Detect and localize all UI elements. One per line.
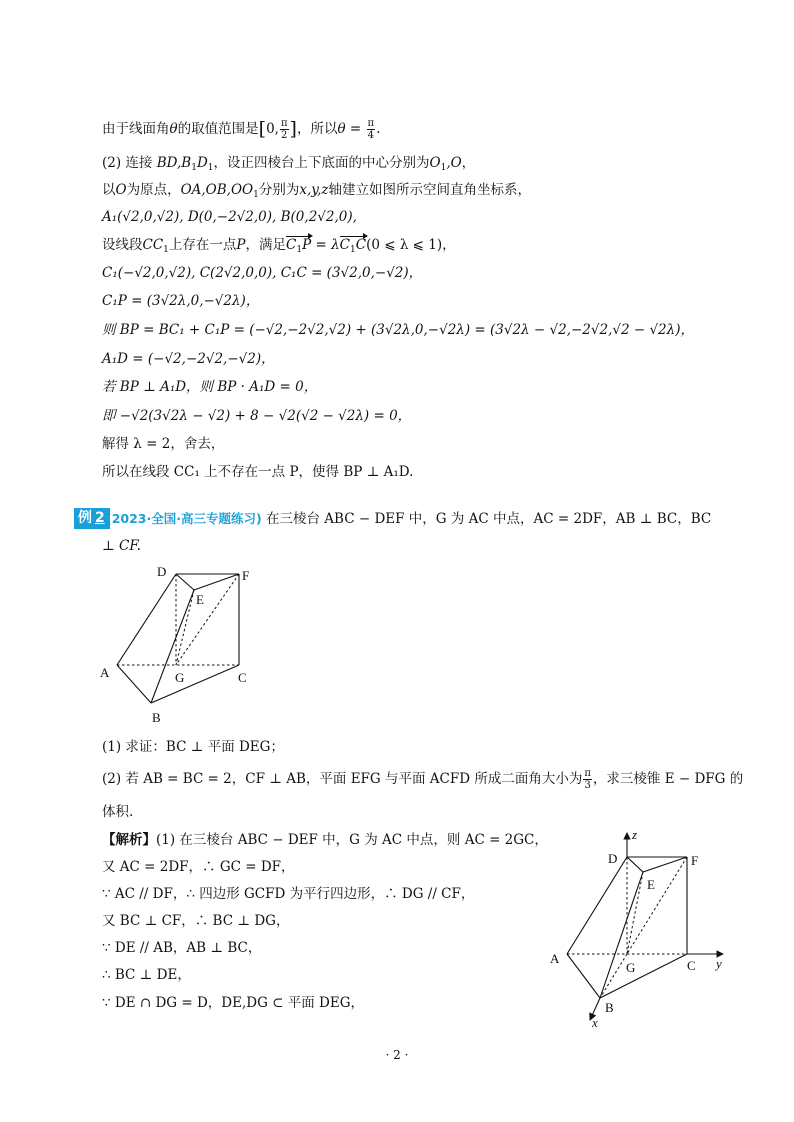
text: ，求三棱锥 E − DFG 的 <box>592 771 744 787</box>
text: 在三棱台 ABC − DEF 中，G 为 AC 中点，AC = 2DF，AB ⊥ BC，BC <box>266 511 712 527</box>
solution-line-13: 所以在线段 CC₁ 上不存在一点 P，使得 BP ⊥ A₁D. <box>102 464 414 480</box>
question-2-cont: 体积. <box>102 804 134 820</box>
fig1-label-G: G <box>175 670 185 685</box>
solution-line-7: C₁P = (3√2λ,0,−√2λ)， <box>102 293 260 309</box>
solution-line-2: (2) 连接 $BD,B_1D_1$，设正四棱台上下底面的中心分别为$O_1,O$， <box>102 155 476 173</box>
fig1-label-A: A <box>100 665 110 680</box>
analysis-line-4: 又 BC ⊥ CF，∴ BC ⊥ DG， <box>102 913 290 929</box>
analysis-line-1 <box>102 830 548 850</box>
fig1-label-E: E <box>196 592 204 607</box>
solution-line-8: 则 BP = BC₁ + C₁P = (−√2,−2√2,√2) + (3√2λ,0,−√2λ) = (3√2λ − √2,−2√2,√2 − √2λ)， <box>102 322 694 338</box>
fig2-label-G: G <box>626 960 636 975</box>
example-tag-label: 例 <box>78 510 92 526</box>
text: 以 <box>102 182 116 198</box>
fig2-label-A: A <box>550 951 560 966</box>
text: O <box>115 182 127 198</box>
example-tag <box>74 508 110 529</box>
fig2-label-C: C <box>687 958 696 973</box>
example-stem-2: ⊥ CF. <box>102 538 141 554</box>
solution-line-11: 即 −√2(3√2λ − √2) + 8 − √2(√2 − √2λ) = 0， <box>102 408 412 424</box>
text: ,O <box>446 155 462 171</box>
fig2-label-F: F <box>691 853 699 868</box>
text: x,y,z <box>299 182 329 198</box>
text: (0 ⩽ λ ⩽ 1)， <box>366 237 456 253</box>
text: ，设正四棱台上下底面的中心分别为 <box>213 155 430 171</box>
text: 由于线面角 <box>102 121 170 137</box>
analysis-line-5: ∵ DE // AB，AB ⊥ BC， <box>102 940 262 956</box>
analysis-line-3: ∵ AC // DF，∴ 四边形 GCFD 为平行四边形，∴ DG // CF， <box>102 886 475 902</box>
example-source: (2023·全国·高三专题练习) <box>106 511 262 526</box>
text: 轴建立如图所示空间直角坐标系， <box>328 182 531 198</box>
fig2-label-y: y <box>716 956 722 971</box>
example-number: 2 <box>95 510 105 526</box>
example-stem-1 <box>106 509 711 529</box>
text: ，满足 <box>245 237 286 253</box>
solution-line-6: C₁(−√2,0,√2), C(2√2,0,0), C₁C = (3√2,0,−√2)， <box>102 265 423 281</box>
solution-line-3: 以O为原点，$OA,OB,OO_1$分别为x,y,z轴建立如图所示空间直角坐标系， <box>102 182 531 200</box>
text: 为原点， <box>126 182 181 198</box>
fig2-label-x: x <box>592 1015 598 1030</box>
text: (2) 连接 <box>102 155 153 171</box>
text: 上存在一点 <box>168 237 237 253</box>
text: 设线段 <box>102 237 143 253</box>
question-2: (2) 若 AB = BC = 2，CF ⊥ AB，平面 EFG 与平面 ACFD 所成二面角大小为 $\frac{\pi}{3}$ ，求三棱锥 E − DFG 的 <box>102 768 744 791</box>
fig2-label-z: z <box>632 827 638 842</box>
fig2-label-D: D <box>608 851 618 866</box>
fig1-label-F: F <box>242 568 250 583</box>
fig1-label-B: B <box>152 710 161 725</box>
figure-2-coordinate-frustum <box>540 825 740 1030</box>
analysis-line-2: 又 AC = 2DF，∴ GC = DF， <box>102 859 295 875</box>
text: BD,B <box>156 155 192 171</box>
solution-line-10: 若 BP ⊥ A₁D，则 BP · A₁D = 0， <box>102 379 318 395</box>
fig1-label-C: C <box>238 670 247 685</box>
solution-line-5: 设线段$CC_1$上存在一点P，满足$C_1P = \lambda C_1C(0$ ⩽ λ ⩽ 1)， <box>102 235 456 260</box>
analysis-line-6: ∴ BC ⊥ DE， <box>102 967 191 983</box>
text: 分别为 <box>258 182 300 198</box>
text: 的取值范围是 <box>177 121 259 137</box>
question-1: (1) 求证：BC ⊥ 平面 DEG； <box>102 739 284 755</box>
fig2-label-B: B <box>605 1000 614 1015</box>
solution-line-9: A₁D = (−√2,−2√2,−√2)， <box>102 351 275 367</box>
text: O <box>429 155 441 171</box>
fig2-label-E: E <box>647 877 655 892</box>
analysis-line-7: ∵ DE ∩ DG = D，DE,DG ⊂ 平面 DEG， <box>102 995 365 1011</box>
text: D <box>196 155 208 171</box>
solution-line-1: 由于线面角θ的取值范围是[0, $\frac{\pi}{2}$ ]，所以θ = $\frac{\pi}{4}$ . <box>102 118 381 141</box>
solution-line-4: A₁(√2,0,√2), D(0,−2√2,0), B(0,2√2,0), <box>102 209 357 225</box>
text: OA,OB,OO <box>180 182 254 198</box>
analysis-label: 【解析】 <box>102 832 156 848</box>
fig1-label-D: D <box>157 564 167 579</box>
solution-line-12: 解得 λ = 2，舍去， <box>102 436 225 452</box>
text: (1) 在三棱台 ABC − DEF 中，G 为 AC 中点，则 AC = 2GC， <box>156 832 548 848</box>
text: (2) 若 AB = BC = 2，CF ⊥ AB，平面 EFG 与平面 ACFD 所成二面角大小为 <box>102 771 583 787</box>
text: ，所以 <box>296 121 338 137</box>
figure-1-frustum <box>94 562 264 732</box>
page-number: · 2 · <box>385 1048 409 1062</box>
